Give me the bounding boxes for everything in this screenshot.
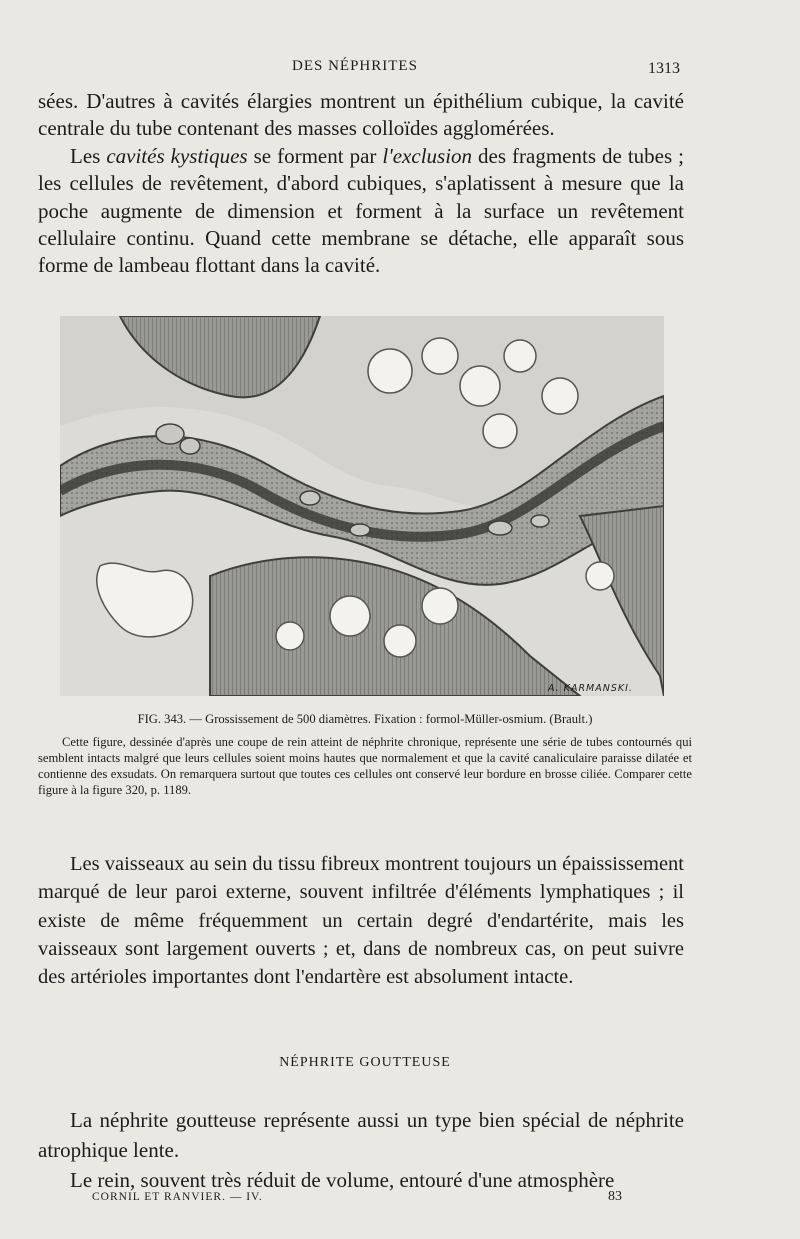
paragraph-5: Le rein, souvent très réduit de volume, entouré d'une atmosphère — [70, 1168, 615, 1192]
illustrator-signature: A. KARMANSKI. — [548, 683, 633, 694]
paragraph-2-text-c: des fragments de tubes ; les cellules de revêtement, d'abord cubiques, s'aplatissent à mesure que la poche augmente de dimension et forment à la surface un revêtement cellulaire continu. Quand cette membrane se détache, elle apparaît sous forme de lambeau flottant dans la cavité. — [38, 143, 684, 278]
paragraph-2-text-b: se forment par — [247, 143, 383, 168]
figure-caption-body-text: Cette figure, dessinée d'après une coupe de rein atteint de néphrite chronique, représente une série de tubes contournés qui semblent intacts malgré que leurs cellules soient moins hautes que normalement et que la cavité canaliculaire paraisse dilatée et contienne des exsudats. On remarquera surtout que toutes ces cellules ont conservé leur bordure en brosse ciliée. Comparer cette figure à la figure 320, p. 1189. — [38, 735, 692, 797]
histology-figure — [60, 316, 664, 696]
body-paragraphs-top — [38, 88, 684, 280]
paragraph-1: sées. D'autres à cavités élargies montrent un épithélium cubique, la cavité centrale du tube contenant des masses colloïdes agglomérées. — [38, 89, 684, 141]
figure-caption-body — [38, 734, 692, 798]
paragraph-3: Les vaisseaux au sein du tissu fibreux montrent toujours un épaississement marqué de leur paroi externe, souvent infiltrée d'éléments lymphatiques ; il existe de même fréquemment un certain degré d'endartérite, mais les vaisseaux sont largement ouverts ; et, dans de nombreux cas, on peut suivre des artérioles importantes dont l'endartère est absolument intacte. — [38, 853, 684, 989]
page-number: 1313 — [648, 60, 680, 77]
footer-signature-mark: 83 — [608, 1189, 622, 1204]
kidney-section-illustration — [60, 316, 664, 696]
paragraph-4: La néphrite goutteuse représente aussi un type bien spécial de néphrite atrophique lente. — [38, 1108, 684, 1162]
footer-author: CORNIL ET RANVIER. — IV. — [92, 1191, 263, 1203]
paragraph-2-emphasis-exclusion: l'exclusion — [382, 143, 473, 168]
body-paragraph-vessels — [38, 850, 684, 991]
figure-caption-title — [38, 711, 692, 727]
running-title: DES NÉPHRITES — [292, 58, 418, 74]
paragraph-2-text-a: Les — [70, 143, 107, 168]
figure-caption-title-text: FIG. 343. — Grossissement de 500 diamètres. Fixation : formol-Müller-osmium. (Brault.) — [137, 712, 593, 726]
body-paragraphs-bottom — [38, 1105, 684, 1195]
section-heading: NÉPHRITE GOUTTEUSE — [279, 1055, 451, 1070]
paragraph-2-emphasis-kystiques: cavités kystiques — [106, 143, 248, 168]
paragraph-2 — [38, 143, 684, 280]
